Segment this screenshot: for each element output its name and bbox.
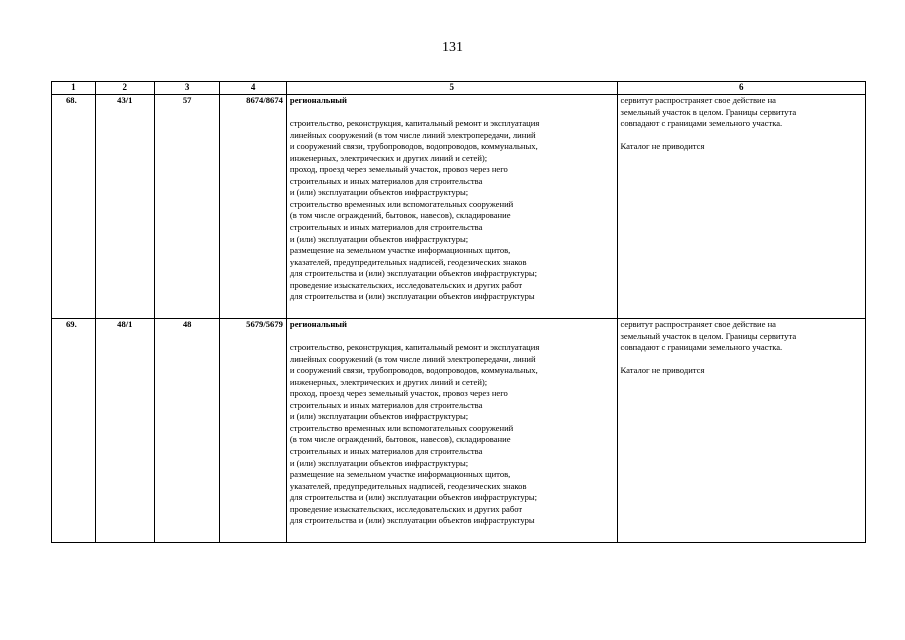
- plot-cell: 48: [154, 319, 219, 543]
- purpose-line: (в том числе ограждений, бытовок, навесов), складирование: [289, 434, 511, 445]
- servitude-kind: региональный: [289, 95, 347, 105]
- purpose-line: (в том числе ограждений, бытовок, навесов), складирование: [289, 210, 511, 221]
- purpose-line: строительных и иных материалов для строительства: [289, 222, 483, 233]
- purpose-line: проведение изыскательских, исследовательских и других работ: [289, 503, 523, 514]
- column-header: 5: [286, 82, 617, 95]
- column-header: 3: [154, 82, 219, 95]
- servitude-kind: региональный: [289, 319, 347, 329]
- purpose-line: размещение на земельном участке информационных щитов,: [289, 469, 511, 480]
- purpose-line: инженерных, электрических и других линий и сетей);: [289, 376, 488, 387]
- column-header: 1: [52, 82, 96, 95]
- table-header-row: [52, 82, 866, 95]
- purpose-line: строительство временных или вспомогательных сооружений: [289, 422, 514, 433]
- purpose-line: проход, проезд через земельный участок, провоз через него: [289, 388, 508, 399]
- purpose-line: строительных и иных материалов для строительства: [289, 175, 483, 186]
- note-cell: [617, 95, 866, 319]
- area-cell: 8674/8674: [220, 95, 287, 319]
- purpose-line: инженерных, электрических и других линий и сетей);: [289, 152, 488, 163]
- servitude-table: [51, 81, 866, 543]
- row-number-cell: 69.: [52, 319, 96, 543]
- purpose-line: линейных сооружений (в том числе линий электропередачи, линий: [289, 353, 536, 364]
- purpose-line: для строительства и (или) эксплуатации объектов инфраструктуры: [289, 291, 535, 302]
- note-line: земельный участок в целом. Границы сервитута: [620, 330, 797, 341]
- purpose-line: и (или) эксплуатации объектов инфраструктуры;: [289, 233, 469, 244]
- column-header: 6: [617, 82, 866, 95]
- row-number-cell: 68.: [52, 95, 96, 319]
- area-cell: 5679/5679: [220, 319, 287, 543]
- purpose-line: строительных и иных материалов для строительства: [289, 446, 483, 457]
- note-line: совпадают с границами земельного участка.: [620, 118, 783, 129]
- purpose-line: проведение изыскательских, исследовательских и других работ: [289, 279, 523, 290]
- note-line: сервитут распространяет свое действие на: [620, 95, 776, 105]
- purpose-line: линейных сооружений (в том числе линий электропередачи, линий: [289, 129, 536, 140]
- purpose-line: и (или) эксплуатации объектов инфраструктуры;: [289, 457, 469, 468]
- page-number: 131: [442, 40, 463, 55]
- catalog-note: Каталог не приводится: [620, 141, 705, 152]
- purpose-cell: [286, 319, 617, 543]
- table-row: [52, 95, 866, 319]
- purpose-line: строительство, реконструкция, капитальный ремонт и эксплуатация: [289, 118, 540, 129]
- purpose-line: для строительства и (или) эксплуатации объектов инфраструктуры;: [289, 492, 538, 503]
- purpose-line: размещение на земельном участке информационных щитов,: [289, 245, 511, 256]
- note-line: земельный участок в целом. Границы сервитута: [620, 106, 797, 117]
- purpose-line: указателей, предупредительных надписей, геодезических знаков: [289, 480, 527, 491]
- note-line: сервитут распространяет свое действие на: [620, 319, 776, 329]
- quarter-cell: 43/1: [95, 95, 154, 319]
- table-row: [52, 319, 866, 543]
- purpose-line: и (или) эксплуатации объектов инфраструктуры;: [289, 411, 469, 422]
- purpose-line: строительство, реконструкция, капитальный ремонт и эксплуатация: [289, 342, 540, 353]
- plot-cell: 57: [154, 95, 219, 319]
- purpose-line: проход, проезд через земельный участок, провоз через него: [289, 164, 508, 175]
- purpose-line: для строительства и (или) эксплуатации объектов инфраструктуры: [289, 515, 535, 526]
- column-header: 2: [95, 82, 154, 95]
- purpose-line: и сооружений связи, трубопроводов, водопроводов, коммунальных,: [289, 141, 538, 152]
- purpose-line: и сооружений связи, трубопроводов, водопроводов, коммунальных,: [289, 365, 538, 376]
- purpose-cell: [286, 95, 617, 319]
- purpose-line: указателей, предупредительных надписей, геодезических знаков: [289, 256, 527, 267]
- column-header: 4: [220, 82, 287, 95]
- catalog-note: Каталог не приводится: [620, 365, 705, 376]
- note-line: совпадают с границами земельного участка.: [620, 342, 783, 353]
- quarter-cell: 48/1: [95, 319, 154, 543]
- purpose-line: строительных и иных материалов для строительства: [289, 399, 483, 410]
- purpose-line: строительство временных или вспомогательных сооружений: [289, 198, 514, 209]
- purpose-line: и (или) эксплуатации объектов инфраструктуры;: [289, 187, 469, 198]
- note-cell: [617, 319, 866, 543]
- purpose-line: для строительства и (или) эксплуатации объектов инфраструктуры;: [289, 268, 538, 279]
